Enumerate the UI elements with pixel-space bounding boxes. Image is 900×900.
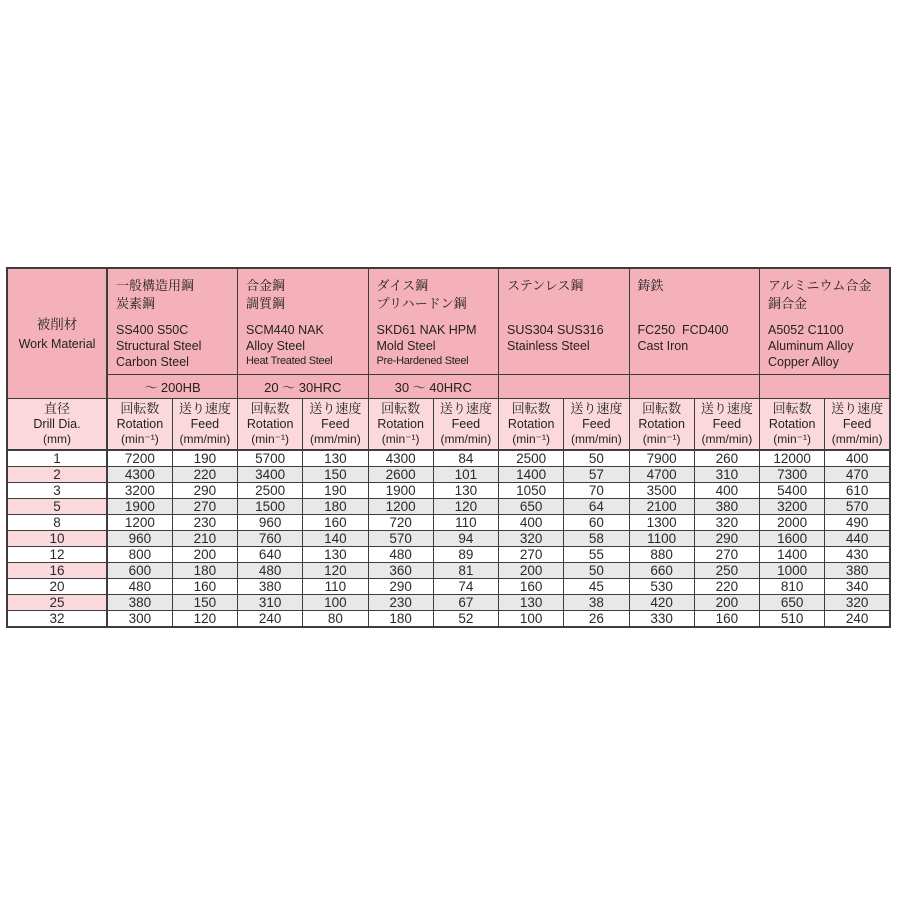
value-cell: 660 xyxy=(629,562,694,578)
value-cell: 400 xyxy=(499,514,564,530)
value-cell: 760 xyxy=(238,530,303,546)
table-row xyxy=(7,578,890,594)
value-cell: 74 xyxy=(433,578,498,594)
work-material-label-ja: 被削材 xyxy=(36,317,78,333)
value-cell: 50 xyxy=(564,450,629,467)
value-cell: 960 xyxy=(107,530,172,546)
value-cell: 180 xyxy=(172,562,237,578)
value-cell: 81 xyxy=(433,562,498,578)
value-cell: 480 xyxy=(238,562,303,578)
rotation-header-line: Rotation xyxy=(507,416,555,431)
material-grade-line: FC250 FCD400 xyxy=(637,323,729,337)
rotation-header-line: 回転数 xyxy=(511,401,551,416)
material-grades xyxy=(768,322,885,370)
value-cell: 1900 xyxy=(107,498,172,514)
drill-dia-unit: (mm) xyxy=(43,432,71,447)
rotation-header-line: (min⁻¹) xyxy=(642,432,681,447)
hardness-cell-0: ～ 200HB xyxy=(107,375,238,399)
value-cell: 1400 xyxy=(499,466,564,482)
value-cell: 210 xyxy=(172,530,237,546)
value-cell: 480 xyxy=(368,546,433,562)
value-cell: 190 xyxy=(303,482,368,498)
rotation-header-line: (min⁻¹) xyxy=(121,432,159,447)
material-grade-line: Structural Steel xyxy=(116,339,202,353)
feed-header xyxy=(303,399,368,450)
value-cell: 12000 xyxy=(760,450,825,467)
value-cell: 650 xyxy=(760,594,825,610)
value-cell: 1300 xyxy=(629,514,694,530)
material-name-line: ステンレス鋼 xyxy=(507,278,584,293)
drill-dia-cell: 2 xyxy=(7,466,107,482)
material-grade-line: Stainless Steel xyxy=(507,339,590,353)
material-grades xyxy=(116,322,233,370)
value-cell: 190 xyxy=(172,450,237,467)
rotation-header-line: 回転数 xyxy=(381,401,421,416)
value-cell: 650 xyxy=(499,498,564,514)
material-names xyxy=(638,277,756,313)
value-cell: 800 xyxy=(107,546,172,562)
hardness-cell-5 xyxy=(760,375,891,399)
material-header-2 xyxy=(368,268,499,375)
table-row xyxy=(7,594,890,610)
feed-header xyxy=(172,399,237,450)
value-cell: 380 xyxy=(238,578,303,594)
value-cell: 1900 xyxy=(368,482,433,498)
value-cell: 570 xyxy=(825,498,890,514)
value-cell: 2100 xyxy=(629,498,694,514)
value-cell: 110 xyxy=(303,578,368,594)
feed-header-line: Feed xyxy=(842,416,872,431)
material-grade-line: Pre-Hardened Steel xyxy=(376,355,469,367)
feed-header-line: Feed xyxy=(190,416,220,431)
value-cell: 490 xyxy=(825,514,890,530)
material-grade-line: Aluminum Alloy xyxy=(768,339,854,353)
material-name-line: 合金鋼 xyxy=(246,278,286,293)
rotation-header xyxy=(107,399,172,450)
data-rows xyxy=(7,450,890,627)
feed-header xyxy=(433,399,498,450)
table-row xyxy=(7,482,890,498)
drill-dia-cell: 10 xyxy=(7,530,107,546)
value-cell: 160 xyxy=(172,578,237,594)
value-cell: 270 xyxy=(172,498,237,514)
value-cell: 290 xyxy=(368,578,433,594)
work-material-label-en: Work Material xyxy=(18,336,96,351)
rotation-header xyxy=(760,399,825,450)
material-name-line: プリハードン鋼 xyxy=(376,295,467,311)
value-cell: 530 xyxy=(629,578,694,594)
value-cell: 810 xyxy=(760,578,825,594)
hardness-cell-3 xyxy=(499,375,630,399)
value-cell: 160 xyxy=(303,514,368,530)
value-cell: 420 xyxy=(629,594,694,610)
value-cell: 120 xyxy=(172,610,237,627)
value-cell: 120 xyxy=(433,498,498,514)
value-cell: 3200 xyxy=(760,498,825,514)
hardness-cell-2: 30 ～ 40HRC xyxy=(368,375,499,399)
value-cell: 100 xyxy=(303,594,368,610)
value-cell: 270 xyxy=(499,546,564,562)
value-cell: 1050 xyxy=(499,482,564,498)
drill-dia-cell: 16 xyxy=(7,562,107,578)
feed-header-line: (mm/min) xyxy=(440,432,492,447)
rotation-header-line: Rotation xyxy=(377,416,424,431)
material-name-line: 鋳鉄 xyxy=(637,278,664,293)
value-cell: 2500 xyxy=(238,482,303,498)
value-cell: 4700 xyxy=(629,466,694,482)
value-cell: 240 xyxy=(238,610,303,627)
material-names xyxy=(507,277,625,313)
feed-header-line: Feed xyxy=(712,416,742,431)
material-grades xyxy=(377,322,495,368)
drill-dia-label-ja: 直径 xyxy=(43,401,70,416)
value-cell: 320 xyxy=(499,530,564,546)
value-cell: 330 xyxy=(629,610,694,627)
value-cell: 180 xyxy=(303,498,368,514)
value-cell: 120 xyxy=(303,562,368,578)
rotation-header-line: (min⁻¹) xyxy=(512,432,550,447)
feed-header-line: 送り速度 xyxy=(309,401,362,416)
value-cell: 230 xyxy=(172,514,237,530)
value-cell: 610 xyxy=(825,482,890,498)
value-cell: 320 xyxy=(694,514,759,530)
hardness-cell-1: 20 ～ 30HRC xyxy=(238,375,369,399)
value-cell: 1500 xyxy=(238,498,303,514)
value-cell: 290 xyxy=(172,482,237,498)
value-cell: 57 xyxy=(564,466,629,482)
value-cell: 150 xyxy=(303,466,368,482)
value-cell: 67 xyxy=(433,594,498,610)
feed-header xyxy=(825,399,890,450)
rotation-header-line: (min⁻¹) xyxy=(773,432,811,447)
value-cell: 160 xyxy=(694,610,759,627)
feed-header-line: 送り速度 xyxy=(439,401,492,416)
rotation-header-line: 回転数 xyxy=(250,401,290,416)
value-cell: 380 xyxy=(825,562,890,578)
rotation-header-line: Rotation xyxy=(638,416,685,431)
rotation-header-line: Rotation xyxy=(246,416,294,431)
value-cell: 100 xyxy=(499,610,564,627)
value-cell: 2000 xyxy=(760,514,825,530)
value-cell: 3200 xyxy=(107,482,172,498)
feed-header-line: 送り速度 xyxy=(570,401,623,416)
table-row xyxy=(7,514,890,530)
value-cell: 570 xyxy=(368,530,433,546)
value-cell: 640 xyxy=(238,546,303,562)
material-grades xyxy=(507,322,625,354)
value-cell: 70 xyxy=(564,482,629,498)
value-cell: 2600 xyxy=(368,466,433,482)
rotation-header-line: Rotation xyxy=(768,416,816,431)
value-cell: 180 xyxy=(368,610,433,627)
material-grade-line: SS400 S50C xyxy=(116,323,189,337)
value-cell: 94 xyxy=(433,530,498,546)
drill-dia-header-cell xyxy=(7,399,107,450)
material-grade-line: Copper Alloy xyxy=(768,355,839,369)
value-cell: 101 xyxy=(433,466,498,482)
value-cell: 26 xyxy=(564,610,629,627)
value-cell: 130 xyxy=(433,482,498,498)
value-cell: 50 xyxy=(564,562,629,578)
value-cell: 110 xyxy=(433,514,498,530)
table-row xyxy=(7,562,890,578)
value-cell: 320 xyxy=(825,594,890,610)
value-cell: 5400 xyxy=(760,482,825,498)
value-cell: 470 xyxy=(825,466,890,482)
value-cell: 400 xyxy=(694,482,759,498)
material-grades xyxy=(638,322,756,354)
rotation-header-line: 回転数 xyxy=(642,401,682,416)
value-cell: 880 xyxy=(629,546,694,562)
rotation-header xyxy=(629,399,694,450)
value-cell: 45 xyxy=(564,578,629,594)
drill-dia-label-en: Drill Dia. xyxy=(33,416,81,431)
rotation-header-line: (min⁻¹) xyxy=(251,432,289,447)
drill-dia-cell: 32 xyxy=(7,610,107,627)
value-cell: 3500 xyxy=(629,482,694,498)
value-cell: 260 xyxy=(694,450,759,467)
drill-dia-cell: 25 xyxy=(7,594,107,610)
table-row xyxy=(7,530,890,546)
material-grades xyxy=(246,322,364,368)
value-cell: 130 xyxy=(303,546,368,562)
material-header-5 xyxy=(760,268,891,375)
value-cell: 360 xyxy=(368,562,433,578)
feed-header-line: 送り速度 xyxy=(700,401,753,416)
value-cell: 3400 xyxy=(238,466,303,482)
value-cell: 52 xyxy=(433,610,498,627)
value-cell: 140 xyxy=(303,530,368,546)
value-cell: 130 xyxy=(303,450,368,467)
material-header-3 xyxy=(499,268,630,375)
value-cell: 55 xyxy=(564,546,629,562)
drill-dia-cell: 20 xyxy=(7,578,107,594)
value-cell: 230 xyxy=(368,594,433,610)
material-grade-line: SCM440 NAK xyxy=(246,323,324,337)
table-row xyxy=(7,610,890,627)
value-cell: 270 xyxy=(694,546,759,562)
material-names xyxy=(246,277,364,313)
feed-header-line: 送り速度 xyxy=(831,401,884,416)
value-cell: 5700 xyxy=(238,450,303,467)
rotation-header-line: 回転数 xyxy=(120,401,160,416)
material-header-4 xyxy=(629,268,760,375)
value-cell: 60 xyxy=(564,514,629,530)
table-row xyxy=(7,546,890,562)
value-cell: 130 xyxy=(499,594,564,610)
value-cell: 220 xyxy=(172,466,237,482)
value-cell: 220 xyxy=(694,578,759,594)
material-name-line: アルミニウム合金 xyxy=(768,278,872,293)
drill-dia-cell: 5 xyxy=(7,498,107,514)
rotation-header-line: Rotation xyxy=(116,416,164,431)
material-grade-line: SUS304 SUS316 xyxy=(507,323,604,337)
feed-header xyxy=(564,399,629,450)
material-grade-line: A5052 C1100 xyxy=(768,323,844,337)
feed-header-line: (mm/min) xyxy=(571,432,622,447)
drill-dia-cell: 3 xyxy=(7,482,107,498)
table-row xyxy=(7,466,890,482)
value-cell: 2500 xyxy=(499,450,564,467)
value-cell: 340 xyxy=(825,578,890,594)
value-cell: 7300 xyxy=(760,466,825,482)
rotation-header-line: 回転数 xyxy=(772,401,812,416)
feed-header-line: (mm/min) xyxy=(831,432,883,447)
hardness-header-row xyxy=(7,375,890,399)
material-grade-line: SKD61 NAK HPM xyxy=(376,323,477,337)
value-cell: 300 xyxy=(107,610,172,627)
value-cell: 1200 xyxy=(107,514,172,530)
value-cell: 600 xyxy=(107,562,172,578)
value-cell: 200 xyxy=(694,594,759,610)
value-cell: 310 xyxy=(238,594,303,610)
material-grade-line: Carbon Steel xyxy=(116,355,189,369)
material-grade-line: Heat Treated Steel xyxy=(246,355,333,367)
drill-dia-cell: 1 xyxy=(7,450,107,467)
drill-dia-cell: 8 xyxy=(7,514,107,530)
value-cell: 720 xyxy=(368,514,433,530)
value-cell: 160 xyxy=(499,578,564,594)
feed-header-line: Feed xyxy=(321,416,350,431)
material-name-line: 炭素鋼 xyxy=(116,295,156,311)
feed-header-line: Feed xyxy=(451,416,481,431)
value-cell: 1600 xyxy=(760,530,825,546)
value-cell: 1100 xyxy=(629,530,694,546)
rotation-header xyxy=(499,399,564,450)
value-cell: 84 xyxy=(433,450,498,467)
value-cell: 250 xyxy=(694,562,759,578)
value-cell: 960 xyxy=(238,514,303,530)
material-names xyxy=(377,277,495,313)
feed-header-line: (mm/min) xyxy=(701,432,753,447)
feed-header-line: Feed xyxy=(582,416,611,431)
value-cell: 400 xyxy=(825,450,890,467)
value-cell: 1400 xyxy=(760,546,825,562)
value-cell: 4300 xyxy=(368,450,433,467)
rotation-header xyxy=(368,399,433,450)
value-cell: 38 xyxy=(564,594,629,610)
material-names xyxy=(768,277,885,313)
hardness-cell-4 xyxy=(629,375,760,399)
material-grade-line: Alloy Steel xyxy=(246,339,306,353)
rotation-header xyxy=(238,399,303,450)
feed-header-line: 送り速度 xyxy=(178,401,231,416)
value-cell: 480 xyxy=(107,578,172,594)
value-cell: 200 xyxy=(499,562,564,578)
value-cell: 200 xyxy=(172,546,237,562)
table-row xyxy=(7,450,890,467)
material-header-0 xyxy=(107,268,238,375)
material-name-line: 調質鋼 xyxy=(246,295,286,311)
value-cell: 510 xyxy=(760,610,825,627)
value-cell: 4300 xyxy=(107,466,172,482)
value-cell: 80 xyxy=(303,610,368,627)
material-name-line: 銅合金 xyxy=(768,295,808,311)
material-name-line: ダイス鋼 xyxy=(376,278,429,293)
value-cell: 430 xyxy=(825,546,890,562)
rotation-header-line: (min⁻¹) xyxy=(381,432,420,447)
value-cell: 1200 xyxy=(368,498,433,514)
value-cell: 150 xyxy=(172,594,237,610)
material-grade-line: Cast Iron xyxy=(637,339,689,353)
value-cell: 7200 xyxy=(107,450,172,467)
value-cell: 58 xyxy=(564,530,629,546)
drilling-conditions-table xyxy=(6,267,891,628)
sub-header-row xyxy=(7,399,890,450)
value-cell: 440 xyxy=(825,530,890,546)
material-name-line: 一般構造用鋼 xyxy=(116,278,195,293)
value-cell: 1000 xyxy=(760,562,825,578)
value-cell: 310 xyxy=(694,466,759,482)
value-cell: 7900 xyxy=(629,450,694,467)
value-cell: 89 xyxy=(433,546,498,562)
feed-header xyxy=(694,399,759,450)
value-cell: 380 xyxy=(694,498,759,514)
value-cell: 380 xyxy=(107,594,172,610)
feed-header-line: (mm/min) xyxy=(310,432,361,447)
drill-dia-cell: 12 xyxy=(7,546,107,562)
value-cell: 240 xyxy=(825,610,890,627)
material-grade-line: Mold Steel xyxy=(376,339,436,353)
work-material-corner-cell xyxy=(7,268,107,399)
material-header-row xyxy=(7,268,890,375)
material-header-1 xyxy=(238,268,369,375)
table-row xyxy=(7,498,890,514)
value-cell: 290 xyxy=(694,530,759,546)
feed-header-line: (mm/min) xyxy=(179,432,231,447)
material-names xyxy=(116,277,233,313)
value-cell: 64 xyxy=(564,498,629,514)
